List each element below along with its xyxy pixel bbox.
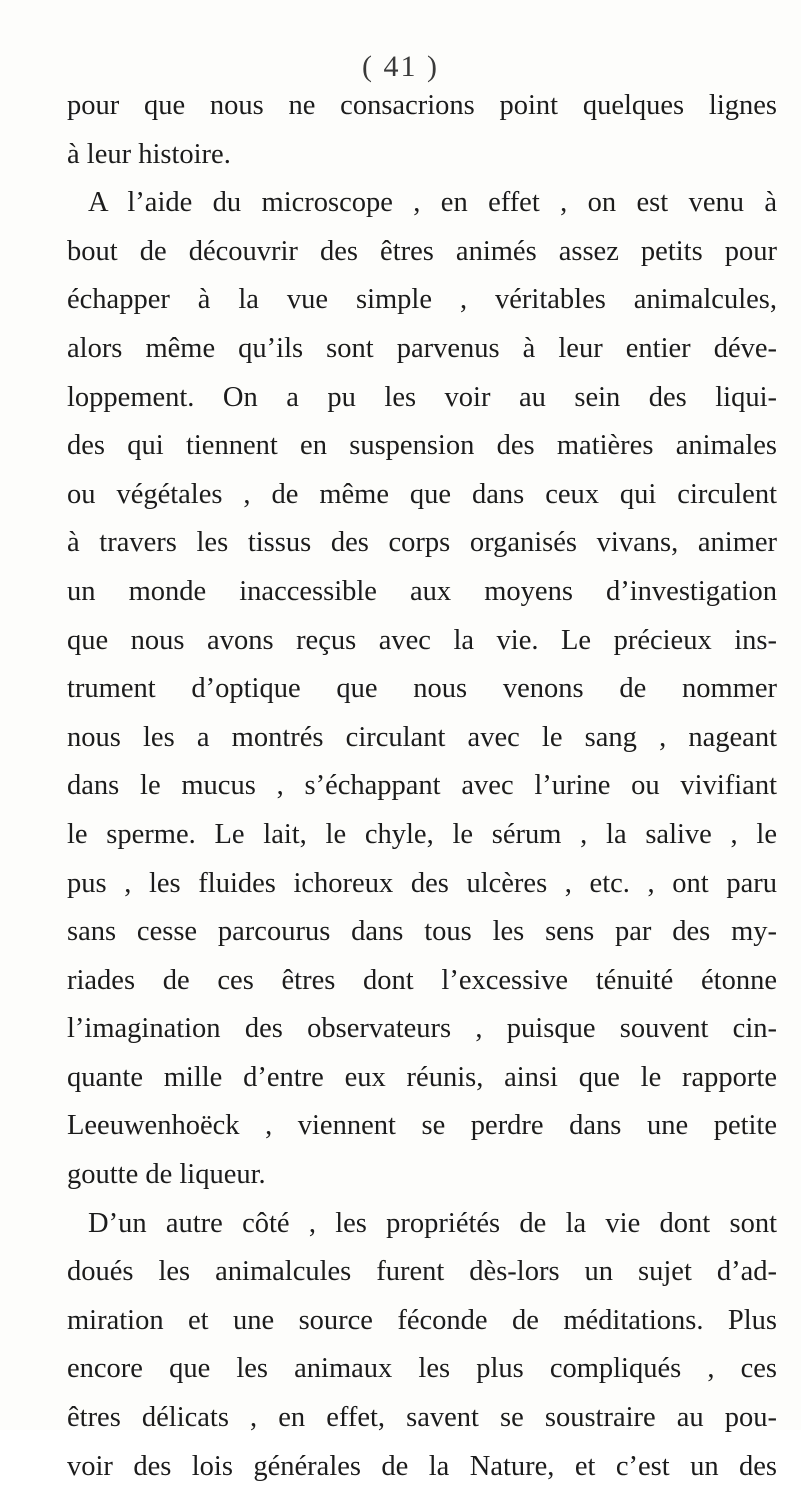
text-line: sans cesse parcourus dans tous les sens par des my- [67,916,777,948]
text-line: voir des lois générales de la Nature, et c’est un des [67,1450,777,1482]
text-line: dans le mucus , s’échappant avec l’urine ou vivifiant [67,770,777,802]
text-line: êtres délicats , en effet, savent se soustraire au pou- [67,1402,777,1434]
text-line: échapper à la vue simple , véritables animalcules, [67,284,777,316]
text-line: loppement. On a pu les voir au sein des liqui- [67,381,777,413]
text-line: pour que nous ne consacrions point quelques lignes [67,90,777,121]
text-line: un monde inaccessible aux moyens d’investigation [67,575,777,607]
text-line: l’imagination des observateurs , puisque souvent cin- [67,1013,777,1045]
text-line: ou végétales , de même que dans ceux qui circulent [67,478,777,510]
text-line: goutte de liqueur. [67,1159,266,1191]
text-line: alors même qu’ils sont parvenus à leur entier déve- [67,332,777,364]
text-line: à travers les tissus des corps organisés vivans, animer [67,527,777,559]
text-line: que nous avons reçus avec la vie. Le précieux ins- [67,624,777,656]
text-line: pus , les fluides ichoreux des ulcères , etc. , ont paru [67,867,777,899]
page-number: ( 41 ) [362,50,439,83]
text-line: trument d’optique que nous venons de nommer [67,673,777,705]
text-line: riades de ces êtres dont l’excessive ténuité étonne [67,964,777,996]
text-line: à leur histoire. [67,138,231,170]
text-line: doués les animalcules furent dès-lors un sujet d’ad- [67,1256,777,1288]
text-line: bout de découvrir des êtres animés assez petits pour [67,235,777,267]
text-line: nous les a montrés circulant avec le sang , nageant [67,721,777,753]
text-line: Leeuwenhoëck , viennent se perdre dans une petite [67,1110,777,1142]
body-text [67,82,777,1491]
text-line: encore que les animaux les plus compliqués , ces [67,1353,777,1385]
text-line: quante mille d’entre eux réunis, ainsi que le rapporte [67,1061,777,1093]
text-line: miration et une source féconde de méditations. Plus [67,1304,777,1336]
text-line: le sperme. Le lait, le chyle, le sérum , la salive , le [67,818,777,850]
text-line: A l’aide du microscope , en effet , on est venu à [88,187,777,219]
text-line: D’un autre côté , les propriétés de la vie dont sont [88,1207,777,1239]
text-line: des qui tiennent en suspension des matières animales [67,430,777,462]
